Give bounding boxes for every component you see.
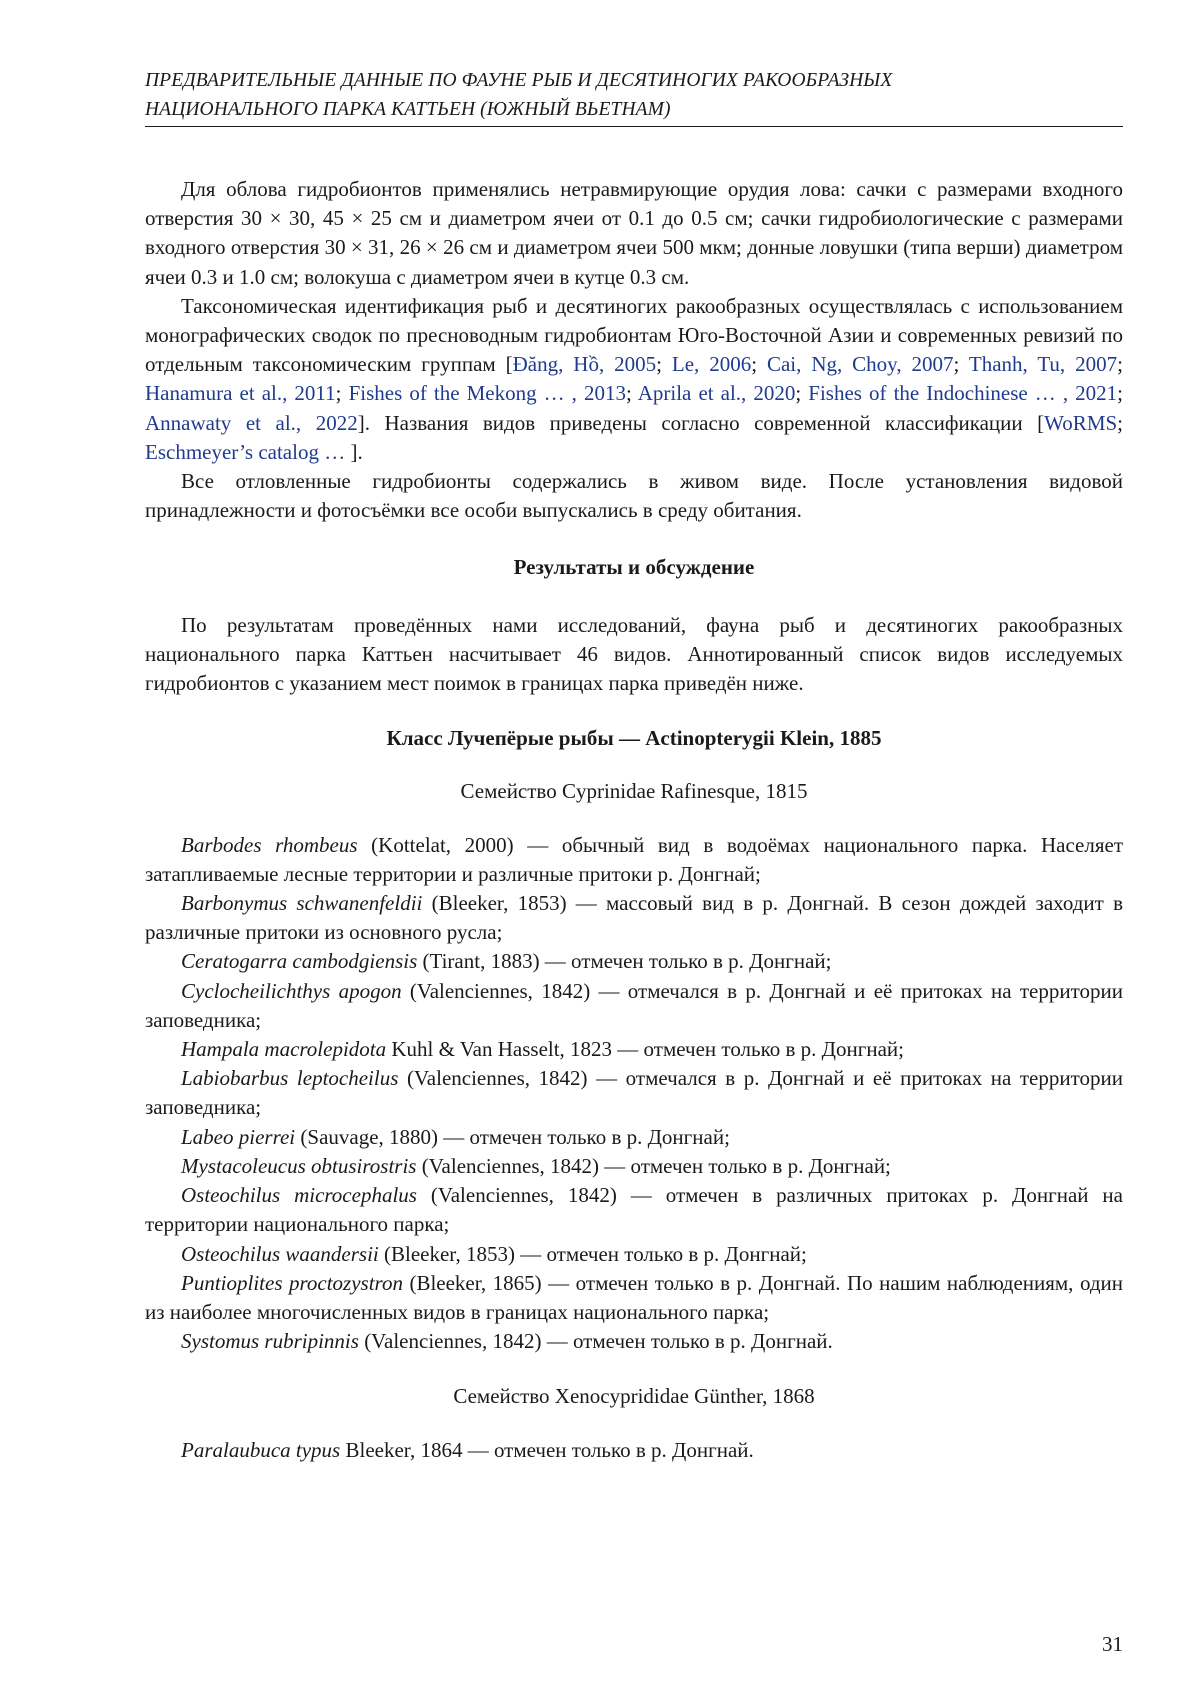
ref-dang-ho-2005[interactable]: Đăng, Hồ, 2005 <box>512 352 657 377</box>
species-entry <box>145 947 1123 976</box>
species-entry <box>145 1123 1123 1152</box>
family-heading-cyprinidae: Семейство Cyprinidae Rafinesque, 1815 <box>460 779 808 804</box>
ref-fishes-mekong-2013[interactable]: Fishes of the Mekong … , 2013 <box>348 381 626 406</box>
species-note: (Valenciennes, 1842) — отмечался в р. Донгнай и её притоках на территории заповедника; <box>145 978 1123 1032</box>
species-name: Osteochilus microcephalus <box>181 1183 417 1208</box>
species-note: Bleeker, 1864 — отмечен только в р. Донгнай. <box>340 1437 754 1462</box>
ref-fishes-indochinese-2021[interactable]: Fishes of the Indochinese … , 2021 <box>808 381 1118 406</box>
section-heading-results: Результаты и обсуждение <box>513 555 755 580</box>
separator: ; <box>1117 352 1123 377</box>
header-rule <box>145 126 1123 127</box>
ref-annawaty-2022[interactable]: Annawaty et al., 2022 <box>145 410 358 435</box>
ref-thanh-tu-2007[interactable]: Thanh, Tu, 2007 <box>968 352 1118 377</box>
spacer <box>145 1412 1123 1436</box>
spacer <box>145 1356 1123 1382</box>
species-name: Labiobarbus leptocheilus <box>181 1066 399 1091</box>
species-entry <box>145 1181 1123 1239</box>
paragraph-results: По результатам проведённых нами исследований, фауна рыб и десятиногих ракообразных национального парка Каттьен насчитывает 46 видов. Аннотированный список видов исследуемых гидробионтов с указанием мест поимок в границах парка приведён ниже. <box>145 612 1123 696</box>
species-entry <box>145 1240 1123 1269</box>
species-note: (Bleeker, 1865) — отмечен только в р. Донгнай. По нашим наблюдениям, один из наиболее многочисленных видов в границах национального парка; <box>145 1270 1123 1324</box>
species-list-cyprinidae <box>145 831 1123 1357</box>
separator: ; <box>656 352 672 377</box>
species-entry <box>145 1269 1123 1327</box>
text-segment: Таксономическая идентификация рыб и десятиногих ракообразных осуществлялась с использованием монографических сводок по пресноводным гидробионтам Юго-Восточной Азии и современных ревизий по отдельным таксономическим группам [ <box>145 293 1123 377</box>
species-entry <box>145 1152 1123 1181</box>
separator: ; <box>335 381 349 406</box>
running-head-line-1: ПРЕДВАРИТЕЛЬНЫЕ ДАННЫЕ ПО ФАУНЕ РЫБ И ДЕСЯТИНОГИХ РАКООБРАЗНЫХ <box>145 70 893 91</box>
spacer <box>145 583 1123 611</box>
species-entry <box>145 1035 1123 1064</box>
ref-cai-ng-choy-2007[interactable]: Cai, Ng, Choy, 2007 <box>766 352 954 377</box>
ref-hanamura-2011[interactable]: Hanamura et al., 2011 <box>145 381 336 406</box>
species-note: Kuhl & Van Hasselt, 1823 — отмечен только в р. Донгнай; <box>386 1037 904 1062</box>
species-note: (Valenciennes, 1842) — отмечен только в р. Донгнай; <box>416 1153 891 1178</box>
species-name: Osteochilus waandersii <box>181 1241 379 1266</box>
separator: ; <box>1117 381 1124 406</box>
paragraph-methods-gear: Для облова гидробионтов применялись нетравмирующие орудия лова: сачки с размерами входного отверстия 30 × 30, 45 × 25 см и диаметром ячеи от 0.1 до 0.5 см; сачки гидробиологические с размерами входного отверстия 30 × 31, 26 × 26 см и диаметром ячеи 500 мкм; донные ловушки (типа верши) диаметром ячеи 0.3 и 1.0 см; волокуша с диаметром ячеи в кутце 0.3 см. <box>145 177 1123 289</box>
species-note: (Valenciennes, 1842) — отмечался в р. Донгнай и её притоках на территории заповедника; <box>145 1066 1123 1120</box>
species-entry <box>145 977 1123 1035</box>
ref-eschmeyer-catalog[interactable]: Eschmeyer’s catalog … <box>145 439 346 464</box>
running-head <box>145 66 1123 124</box>
species-name: Cyclocheilichthys apogon <box>181 978 402 1003</box>
species-name: Barbodes rhombeus <box>181 832 358 857</box>
spacer <box>145 698 1123 724</box>
page-number: 31 <box>1102 1632 1123 1656</box>
species-name: Ceratogarra cambodgiensis <box>181 949 418 974</box>
species-name: Hampala macrolepidota <box>181 1037 387 1062</box>
species-note: (Valenciennes, 1842) — отмечен в различных притоках р. Донгнай на территории национального парка; <box>145 1183 1123 1237</box>
text-segment: ]. Названия видов приведены согласно современной классификации [ <box>357 410 1045 435</box>
species-entry <box>145 1436 1123 1465</box>
ref-aprila-2020[interactable]: Aprila et al., 2020 <box>637 381 796 406</box>
separator: ; <box>626 381 638 406</box>
species-name: Paralaubuca typus <box>181 1437 341 1462</box>
species-entry <box>145 831 1123 889</box>
separator: ; <box>953 352 969 377</box>
species-note: (Sauvage, 1880) — отмечен только в р. Донгнай; <box>295 1124 730 1149</box>
family-heading-xenocyprididae: Семейство Xenocyprididae Günther, 1868 <box>453 1384 815 1409</box>
class-heading: Класс Лучепёрые рыбы — Actinopterygii Klein, 1885 <box>386 726 882 751</box>
species-note: (Kottelat, 2000) — обычный вид в водоёмах национального парка. Населяет затапливаемые лесные территории и различные притоки р. Донгнай; <box>145 832 1124 886</box>
species-name: Mystacoleucus obtusirostris <box>181 1153 417 1178</box>
species-list-xenocyprididae <box>145 1436 1123 1465</box>
spacer <box>145 525 1123 553</box>
running-head-line-2: НАЦИОНАЛЬНОГО ПАРКА КАТТЬЕН (ЮЖНЫЙ ВЬЕТНАМ) <box>145 99 671 120</box>
spacer <box>145 753 1123 777</box>
species-name: Systomus rubripinnis <box>181 1329 359 1354</box>
text-segment: ]. <box>345 439 363 464</box>
species-note: (Bleeker, 1853) — массовый вид в р. Донгнай. В сезон дождей заходит в различные притоки из основного русла; <box>145 891 1123 945</box>
separator: ; <box>1117 410 1124 435</box>
ref-le-2006[interactable]: Le, 2006 <box>671 352 752 377</box>
species-entry <box>145 1064 1123 1122</box>
species-note: (Tirant, 1883) — отмечен только в р. Донгнай; <box>417 949 832 974</box>
separator: ; <box>795 381 809 406</box>
species-entry <box>145 889 1123 947</box>
species-note: (Bleeker, 1853) — отмечен только в р. Донгнай; <box>378 1241 807 1266</box>
spacer <box>145 807 1123 831</box>
species-name: Puntioplites proctozystron <box>181 1270 403 1295</box>
species-note: (Valenciennes, 1842) — отмечен только в р. Донгнай. <box>358 1329 833 1354</box>
species-name: Labeo pierrei <box>181 1124 296 1149</box>
article-body <box>145 175 1123 1465</box>
paragraph-taxonomy <box>145 292 1123 467</box>
species-entry <box>145 1327 1123 1356</box>
paragraph-release: Все отловленные гидробионты содержались в живом виде. После установления видовой принадлежности и фотосъёмки все особи выпускались в среду обитания. <box>145 469 1123 523</box>
species-name: Barbonymus schwanenfeldii <box>181 891 423 916</box>
separator: ; <box>751 352 767 377</box>
ref-worms[interactable]: WoRMS <box>1044 410 1118 435</box>
